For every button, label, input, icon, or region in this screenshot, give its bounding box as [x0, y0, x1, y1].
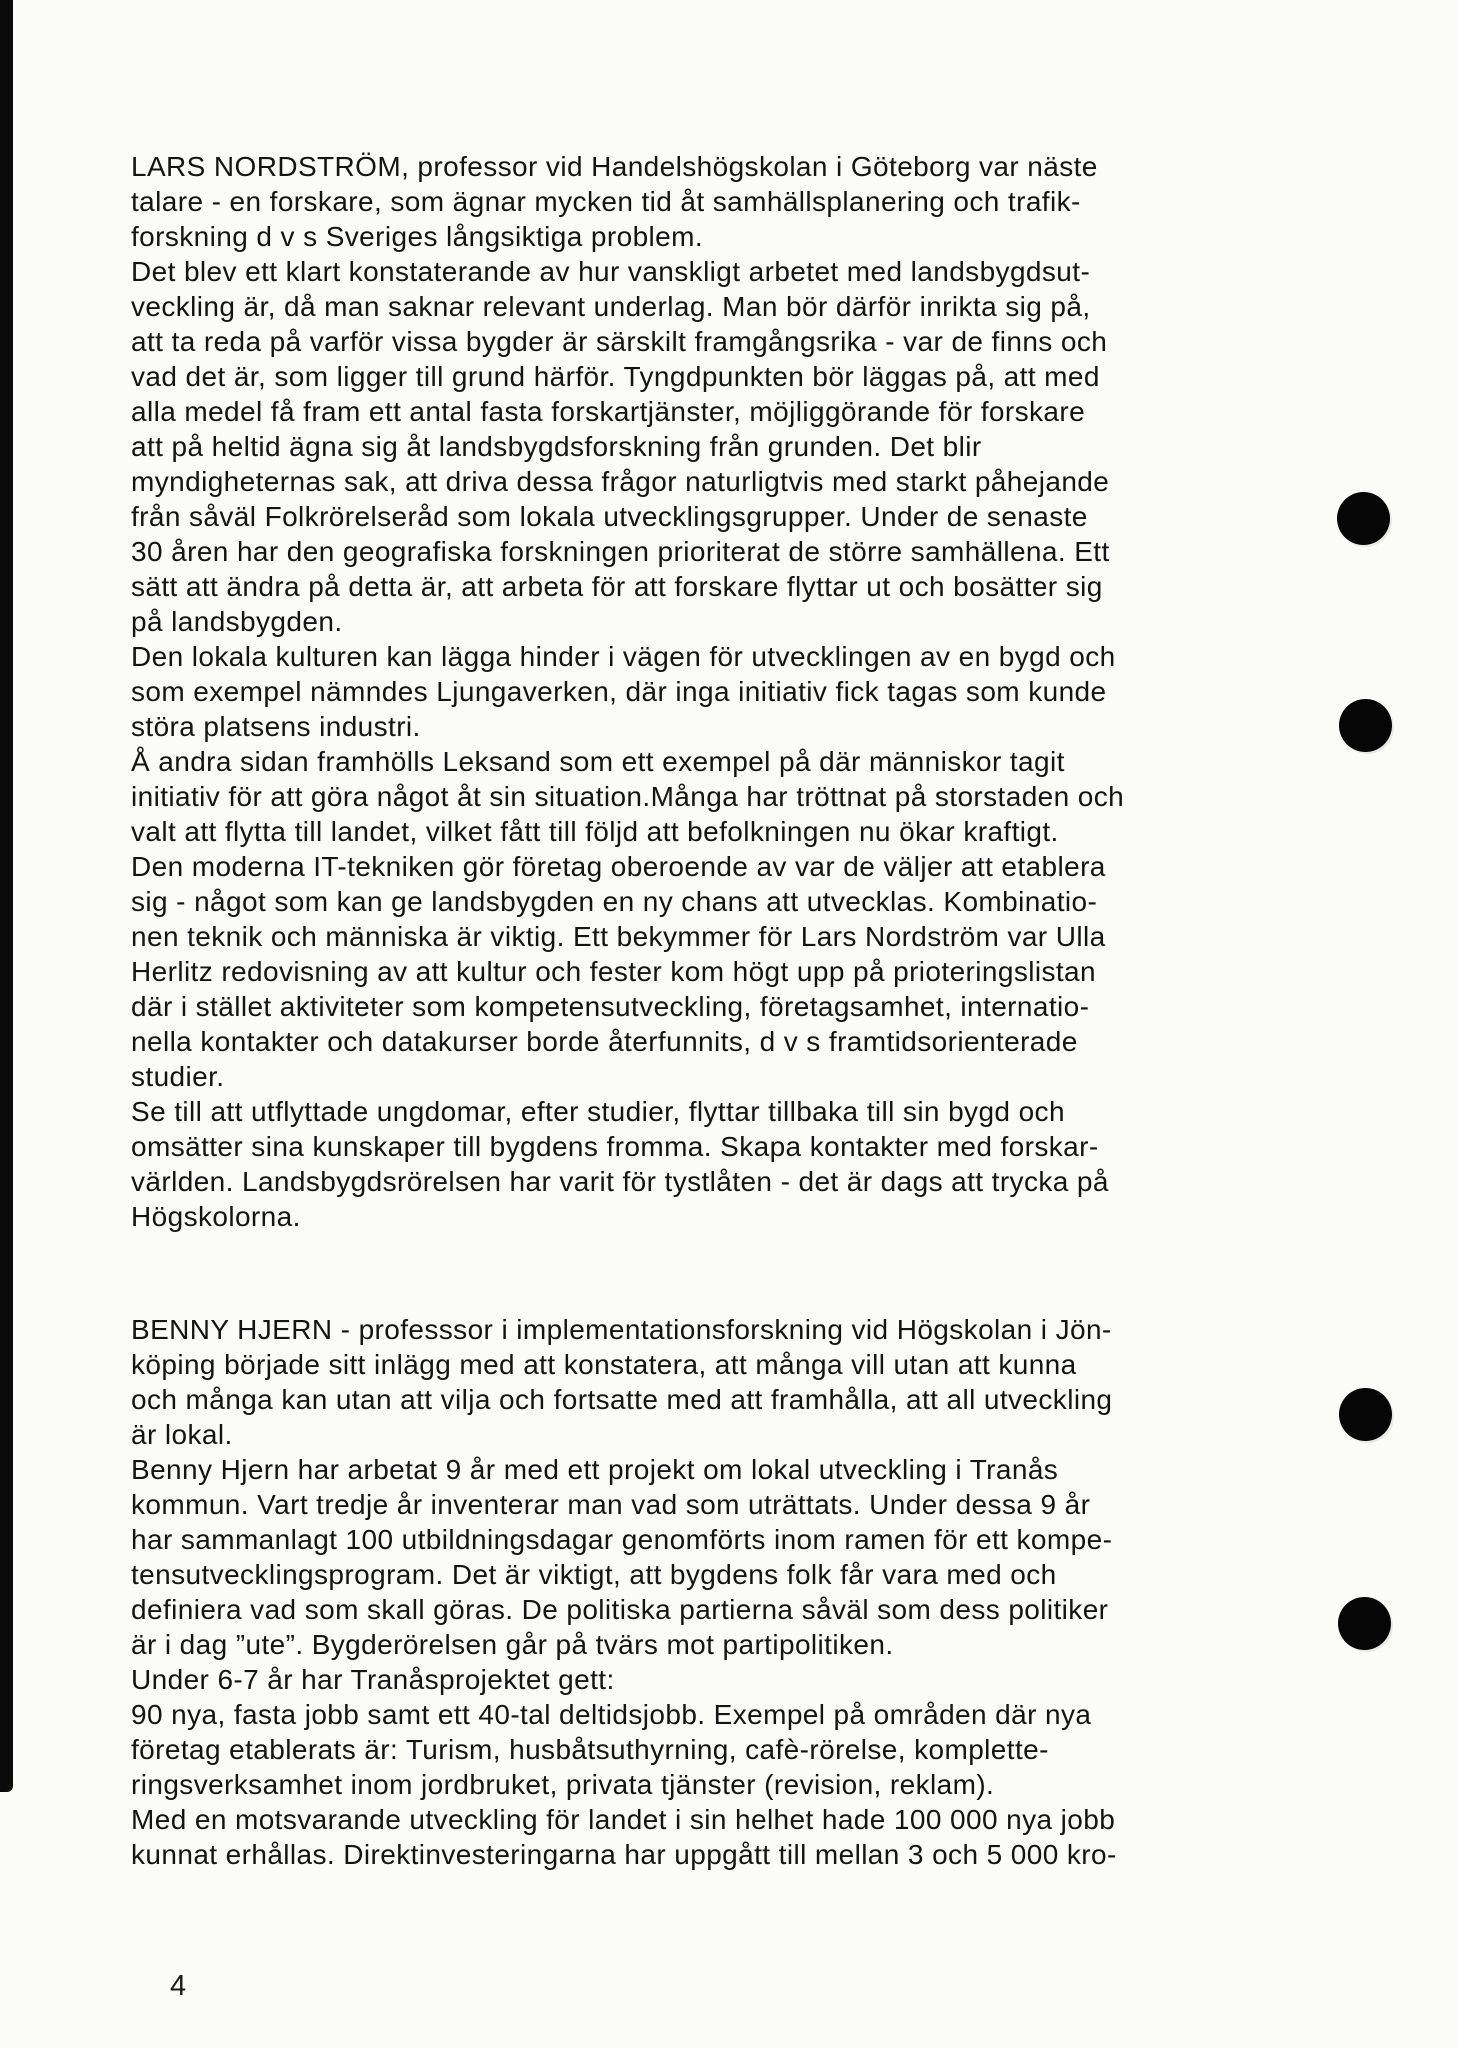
text-line: Med en motsvarande utveckling för landet i sin helhet hade 100 000 nya jobb — [131, 1804, 1116, 1835]
text-line: Den lokala kulturen kan lägga hinder i vägen för utvecklingen av en bygd och — [131, 641, 1116, 672]
hole-punch-mark-2 — [1339, 699, 1392, 752]
text-line: världen. Landsbygdsrörelsen har varit för tystlåten - det är dags att trycka på — [131, 1166, 1109, 1197]
text-line: är lokal. — [131, 1419, 233, 1450]
text-line: sig - något som kan ge landsbygden en ny chans att utvecklas. Kombinatio- — [131, 886, 1098, 917]
text-line: Under 6-7 år har Tranåsprojektet gett: — [131, 1664, 615, 1695]
paragraph-lars-nordstrom — [131, 149, 1346, 1234]
text-line: Den moderna IT-tekniken gör företag oberoende av var de väljer att etablera — [131, 851, 1106, 882]
text-line: Å andra sidan framhölls Leksand som ett exempel på där människor tagit — [131, 746, 1065, 777]
text-line: störa platsens industri. — [131, 711, 421, 742]
text-line: från såväl Folkrörelseråd som lokala utvecklingsgrupper. Under de senaste — [131, 501, 1088, 532]
hole-punch-mark-3 — [1339, 1388, 1392, 1441]
text-line: vad det är, som ligger till grund härför. Tyngdpunkten bör läggas på, att med — [131, 361, 1100, 392]
text-line: definiera vad som skall göras. De politiska partierna såväl som dess politiker — [131, 1594, 1109, 1625]
paragraph-benny-hjern — [131, 1312, 1346, 1872]
text-line: forskning d v s Sveriges långsiktiga problem. — [131, 221, 704, 252]
text-line: nen teknik och människa är viktig. Ett bekymmer för Lars Nordström var Ulla — [131, 921, 1106, 952]
text-line: Högskolorna. — [131, 1201, 301, 1232]
hole-punch-mark-1 — [1337, 492, 1390, 545]
text-line: har sammanlagt 100 utbildningsdagar genomförts inom ramen för ett kompe- — [131, 1524, 1113, 1555]
text-line: 90 nya, fasta jobb samt ett 40-tal deltidsjobb. Exempel på områden där nya — [131, 1699, 1092, 1730]
text-line: myndigheternas sak, att driva dessa frågor naturligtvis med starkt påhejande — [131, 466, 1110, 497]
text-line: Se till att utflyttade ungdomar, efter studier, flyttar tillbaka till sin bygd och — [131, 1096, 1065, 1127]
text-line: är i dag ”ute”. Bygderörelsen går på tvärs mot partipolitiken. — [131, 1629, 894, 1660]
text-line: initiativ för att göra något åt sin situation.Många har tröttnat på storstaden och — [131, 781, 1125, 812]
text-line: tensutvecklingsprogram. Det är viktigt, att bygdens folk får vara med och — [131, 1559, 1057, 1590]
text-line: Benny Hjern har arbetat 9 år med ett projekt om lokal utveckling i Tranås — [131, 1454, 1059, 1485]
text-line: att ta reda på varför vissa bygder är särskilt framgångsrika - var de finns och — [131, 326, 1108, 357]
text-line: som exempel nämndes Ljungaverken, där inga initiativ fick tagas som kunde — [131, 676, 1107, 707]
text-line: kommun. Vart tredje år inventerar man vad som uträttats. Under dessa 9 år — [131, 1489, 1091, 1520]
hole-punch-mark-4 — [1338, 1597, 1391, 1650]
text-line: och många kan utan att vilja och fortsatte med att framhålla, att all utveckling — [131, 1384, 1113, 1415]
scan-edge-strip — [0, 0, 13, 1792]
text-line: studier. — [131, 1061, 225, 1092]
page-number: 4 — [170, 1970, 187, 2002]
text-line: där i stället aktiviteter som kompetensutveckling, företagsamhet, internatio- — [131, 991, 1090, 1022]
text-line: talare - en forskare, som ägnar mycken tid åt samhällsplanering och trafik- — [131, 186, 1081, 217]
text-line: ringsverksamhet inom jordbruket, privata tjänster (revision, reklam). — [131, 1769, 995, 1800]
text-line: på landsbygden. — [131, 606, 343, 637]
text-line: 30 åren har den geografiska forskningen prioriterat de större samhällena. Ett — [131, 536, 1110, 567]
text-line: veckling är, då man saknar relevant underlag. Man bör därför inrikta sig på, — [131, 291, 1091, 322]
text-line: företag etablerats är: Turism, husbåtsuthyrning, cafè-rörelse, komplette- — [131, 1734, 1049, 1765]
text-line: LARS NORDSTRÖM, professor vid Handelshögskolan i Göteborg var näste — [131, 151, 1098, 182]
text-line: BENNY HJERN - professsor i implementationsforskning vid Högskolan i Jön- — [131, 1314, 1112, 1345]
text-line: alla medel få fram ett antal fasta forskartjänster, möjliggörande för forskare — [131, 396, 1086, 427]
text-line: att på heltid ägna sig åt landsbygdsforskning från grunden. Det blir — [131, 431, 982, 462]
text-line: Det blev ett klart konstaterande av hur vanskligt arbetet med landsbygdsut- — [131, 256, 1091, 287]
text-line: köping började sitt inlägg med att konstatera, att många vill utan att kunna — [131, 1349, 1077, 1380]
text-line: valt att flytta till landet, vilket fått till följd att befolkningen nu ökar kraftigt. — [131, 816, 1059, 847]
text-line: omsätter sina kunskaper till bygdens fromma. Skapa kontakter med forskar- — [131, 1131, 1099, 1162]
text-line: sätt att ändra på detta är, att arbeta för att forskare flyttar ut och bosätter sig — [131, 571, 1103, 602]
text-line: nella kontakter och datakurser borde återfunnits, d v s framtidsorienterade — [131, 1026, 1078, 1057]
text-line: kunnat erhållas. Direktinvesteringarna har uppgått till mellan 3 och 5 000 kro- — [131, 1839, 1117, 1870]
text-line: Herlitz redovisning av att kultur och fester kom högt upp på prioteringslistan — [131, 956, 1097, 987]
